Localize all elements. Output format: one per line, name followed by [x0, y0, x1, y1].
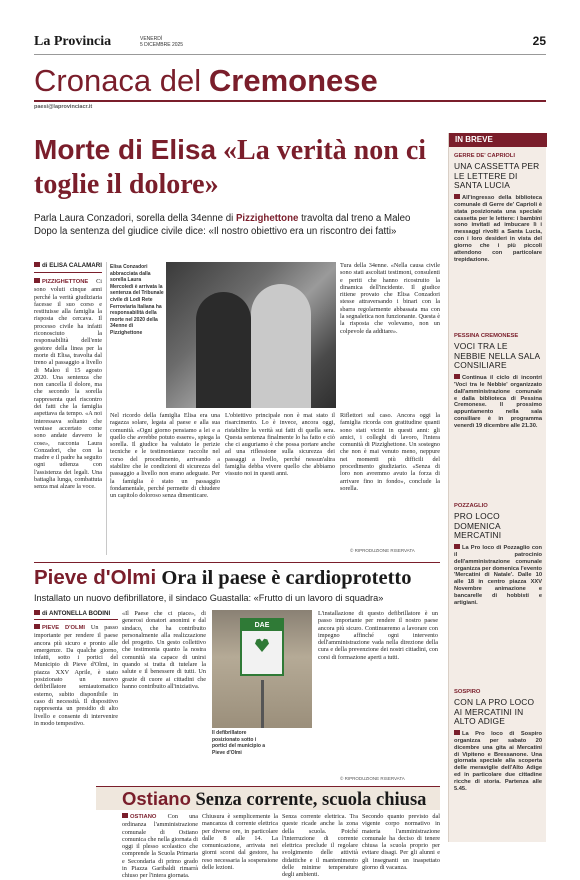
kicker-square-icon — [34, 278, 40, 283]
article2-photo-caption: Il defibrillatore posizionato sotto i portici del municipio a Pieve d'Olmi — [212, 730, 266, 756]
section-title-light: Cronaca del — [34, 63, 202, 98]
masthead-date: 5 DICEMBRE 2025 — [140, 42, 184, 48]
article3-title-place: Ostiano — [122, 788, 191, 809]
article2-headline — [34, 566, 411, 590]
page-number: 25 — [532, 34, 546, 48]
article2-title-place: Pieve d'Olmi — [34, 566, 157, 589]
article1-photo-caption: Elisa Conzadori abbracciata dalla sorella Laura Mercoledì è arrivata la sentenza del Tribunale civile di Lodi Rete Ferroviaria Italiana ha responsabilità della morte nel 2020 della 34enne di Pizzighettone — [110, 264, 164, 336]
byline-square-icon — [34, 610, 40, 615]
article1-deck — [34, 212, 439, 238]
article3-col2: Chiusura è semplicemente la mancanza di corrente elettrica per diverse ore, in particolare dalle 8 alle 14. La comunicazione, arrivata nei giorni scorsi dal gestore, ha reso necessaria la sospensione delle lezioni. — [202, 813, 278, 872]
article1-col4: Riflettori sul caso. Ancora oggi la famiglia ricorda con gratitudine quanti sono stati vicini in questi anni: gli amici, i colleghi di lavoro, l'intera comunità di Pizzighettone. Un sostegno che non è mai venuto meno, neppure nei momenti più difficili del procedimento giudiziario. «Senza di loro non avremmo avuto la forza di arrivare fino in fondo», conclude la sorella. — [340, 412, 440, 492]
brief-text: Continua il ciclo di incontri 'Voci tra le Nebbie' organizzato dall'amministrazione comunale e dalla biblioteca di Pessina Cremonese. Il prossimo appuntamento nella sala consiliare è in programma venerdì 19 dicembre alle 21.30. — [454, 374, 542, 430]
brief-text: La Pro loco di Sospiro organizza per sabato 20 dicembre una gita ai Mercatini di Vipiteno e Bressanone. Una giornata speciale alla scoperta delle meraviglie dell'Alto Adige ed in particolare due cittadine ricche di storia. Partenza alle 5.45. — [454, 730, 542, 793]
article1-byline-rule — [34, 272, 102, 273]
masthead-day: VENERDÌ — [140, 36, 163, 42]
article1-col5: Tura della 34enne. «Nella causa civile sono stati ascoltati testimoni, consulenti e periti che hanno ricostruito la dinamica dell'incidente. Il giudice ritiene provato che Elisa Conzadori stesse attraversando i binari con la sbarra regolarmente abbassata ma con la segnaletica non funzionante. Questa è la risposta che volevamo, non un colpevole da additare». — [340, 262, 440, 335]
brief-item — [454, 689, 542, 840]
masthead-rule — [34, 54, 546, 55]
brief-square-icon — [454, 544, 460, 549]
article2-photo — [212, 610, 312, 728]
article2-credit: © RIPRODUZIONE RISERVATA — [340, 776, 405, 781]
dae-sign: DAE — [242, 620, 282, 631]
masthead — [34, 34, 546, 52]
cabinet-pole — [261, 680, 264, 728]
photo-figure-right — [251, 284, 311, 408]
sidebar — [448, 133, 546, 842]
kicker-square-icon — [34, 624, 40, 629]
sidebar-header: IN BREVE — [449, 133, 547, 147]
article2-col1: PIEVE D'OLMI Un passo importante per rendere il paese ancora più sicuro e pronto alle emergenze. Da qualche giorno, infatti, sotto i portici del Municipio di Pieve d'Olmi, in piazza XXV Aprile, è stato posizionato un nuovo defibrillatore semiautomatico esterno, subito disponibile in caso di necessità. Il dispositivo rappresenta un presidio di alto livello e consente di intervenire in modo tempestivo. — [34, 624, 118, 727]
photo-figure-left — [196, 292, 251, 408]
article3-headline — [122, 788, 426, 811]
brief-square-icon — [454, 194, 460, 199]
brief-title: VOCI TRA LE NEBBIE NELLA SALA CONSILIARE — [454, 341, 540, 371]
brief-place: PESSINA CREMONESE — [454, 333, 519, 339]
brief-title: CON LA PRO LOCO AI MERCATINI IN ALTO ADIGE — [454, 697, 535, 727]
brief-square-icon — [454, 374, 460, 379]
article2-col3: L'installazione di questo defibrillatore è un passo importante per rendere il nostro paese ancora più sicuro. Continueremo a lavorare con impegno affinché ogni intervento dell'amministrazione vada nella direzione della cura e della prevenzione dei nostri cittadini, con corsi di formazione aperti a tutti. — [318, 610, 438, 661]
brief-title: UNA CASSETTA PER LE LETTERE DI SANTA LUCIA — [454, 161, 540, 191]
article1-col1: PIZZIGHETTONE Ci sono voluti cinque anni perché la verità giudiziaria facesse il suo corso e restituisse alla famiglia la risposta che cercava. Il processo civile ha infatti riconosciuto la responsabilità dell'ente gestore della linea per la morte di Elisa, travolta dal treno al passaggio a livello di Maleo il 15 agosto 2020. Una sentenza che non cancella il dolore, ma che secondo la sorella rappresenta quel riscontro dei fatti che la famiglia aspettava da tempo. «A noi interessava soltanto che venisse accertato come sono andate davvero le cose», racconta Laura Conzadori, che con la madre e il padre ha seguito ogni udienza con l'assistenza dei legali. Una battaglia lunga, combattuta senza mai alzare la voce. — [34, 278, 102, 491]
article1-byline: di ELISA CALAMARI — [34, 262, 102, 269]
brief-place: SOSPIRO — [454, 689, 481, 695]
brief-text: La Pro loco di Pozzaglio con il patrocinio dell'amministrazione comunale organizza per domenica l'evento 'Mercatini di Natale'. Dalle 10 alle 18 in centro piazza XXV Novembre animazione e bancarelle di hobbisti e artigiani. — [454, 544, 542, 607]
article1-photo — [166, 262, 336, 408]
brief-place: GERRE DE' CAPRIOLI — [454, 153, 515, 159]
article1-col2: Nel ricordo della famiglia Elisa era una ragazza solare, legata al paese e alla sua comunità. «Ogni giorno pensiamo a lei e a quello che avrebbe potuto essere», spiega la sorella. Il giudice ha valutato le perizie tecniche e le testimonianze raccolte nel corso del procedimento, arrivando a stabilire che le condizioni di sicurezza del passaggio a livello non erano adeguate. Per la famiglia è stato un passaggio fondamentale, perché permette di chiudere un capitolo doloroso senza dimenticare. — [110, 412, 220, 500]
section-bar — [34, 100, 546, 102]
brief-square-icon — [454, 730, 460, 735]
article2-rule — [34, 562, 440, 563]
article1-title-rest: «La verità non ci toglie il dolore» — [34, 135, 427, 200]
defibrillator-cabinet — [240, 618, 284, 676]
column-divider — [106, 262, 107, 555]
article2-byline: di ANTONELLA BODINI — [34, 610, 110, 617]
section-email: paesi@laprovinciacr.it — [34, 104, 93, 110]
article1-deck-line1: Parla Laura Conzadori, sorella della 34enne di Pizzighettone travolta dal treno a Maleo — [34, 213, 411, 224]
heart-icon — [255, 638, 269, 652]
brief-item — [454, 503, 542, 664]
brief-item — [454, 333, 542, 494]
article1-credit: © RIPRODUZIONE RISERVATA — [350, 548, 415, 553]
article1-deck-line2: Dopo la sentenza del giudice civile dice: «Il nostro obiettivo era un riscontro dei fatti» — [34, 226, 397, 237]
article3-col4: Secondo quanto previsto dal vigente corpo normativo in materia l'amministrazione comunale ha deciso di tenere chiusa la scuola proprio per evitare disagi. Per gli alunni e gli insegnanti un inaspettato giorno di vacanza. — [362, 813, 440, 872]
brief-item — [454, 153, 542, 320]
article2-col2: «Il Paese che ci piace», di generosi donatori anonimi e dal sindaco, che ha contribuito personalmente alla realizzazione del progetto. Un gesto collettivo che testimonia quanto la nostra comunità sia capace di unirsi quando si tratta di tutelare la salute e il benessere di tutti. Un grazie di cuore ai cittadini che hanno contribuito all'iniziativa. — [122, 610, 206, 690]
section-title-bold: Cremonese — [208, 63, 378, 98]
brief-title: PRO LOCO DOMENICA MERCATINI — [454, 511, 502, 541]
kicker-square-icon — [122, 813, 128, 818]
article3-col1: OSTIANO Con una ordinanza l'amministrazione comunale di Ostiano comunica che nella giornata di oggi il plesso scolastico che comprende la Scuola Primaria e Secondaria di primo grado in Piazza Garibaldi rimarrà chiuso per l'intera giornata. — [122, 813, 199, 880]
article2-title-rest: Ora il paese è cardioprotetto — [161, 567, 412, 589]
article3-col3: Senza corrente elettrica. Tra queste ricade anche la zona della scuola. Poiché l'interruzione di corrente elettrica preclude il regolare svolgimento delle attività didattiche e il mantenimento delle minime temperature degli ambienti. — [282, 813, 358, 879]
article3-title-rest: Senza corrente, scuola chiusa — [195, 790, 427, 810]
brief-text: All'ingresso della biblioteca comunale di Gerre de' Caprioli è stata posizionata una speciale cassetta per le lettere: i bambini sono invitati ad imbucare lì i messaggi rivolti a Santa Lucia, con i loro desideri in vista del giorno che i più piccoli attendono con particolare trepidazione. — [454, 194, 542, 263]
article2-byline-rule — [34, 619, 118, 620]
article1-col3: L'obiettivo principale non è mai stato il risarcimento. Lo è invece, ancora oggi, ristabilire la verità sui fatti di quella sera. Questa sentenza finalmente lo ha fatto e ciò che ci auguriamo è che possa portare anche ad una riflessione sulla sicurezza dei passaggi a livello, perché nessun'altra famiglia debba vivere quello che abbiamo vissuto noi in questi anni. — [225, 412, 335, 478]
article2-deck: Installato un nuovo defibrillatore, il sindaco Guastalla: «Frutto di un lavoro di squadra» — [34, 593, 384, 603]
byline-square-icon — [34, 262, 40, 267]
section-title — [34, 64, 378, 98]
masthead-logo: La Provincia — [34, 34, 112, 49]
brief-place: POZZAGLIO — [454, 503, 488, 509]
article1-headline — [34, 133, 434, 202]
article1-title-bold: Morte di Elisa — [34, 134, 217, 165]
